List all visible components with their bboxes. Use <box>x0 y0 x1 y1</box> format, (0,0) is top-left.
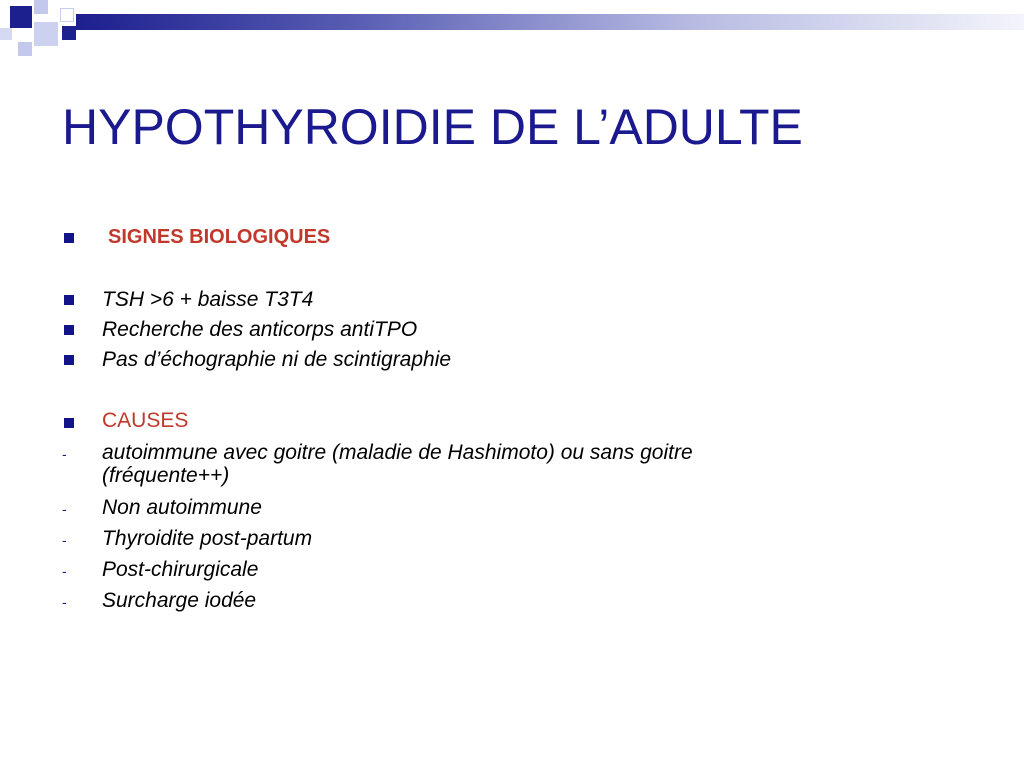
list-item: Non autoimmune <box>102 496 262 519</box>
dash-bullet-icon: - <box>62 446 67 462</box>
dash-bullet-icon: - <box>62 501 67 517</box>
square-bullet-icon <box>64 295 74 305</box>
square-bullet-icon <box>64 233 74 243</box>
dash-bullet-icon: - <box>62 563 67 579</box>
square-bullet-icon <box>64 418 74 428</box>
square-bullet-icon <box>64 325 74 335</box>
section-heading-causes: CAUSES <box>102 409 189 432</box>
list-item: Recherche des anticorps antiTPO <box>102 318 418 341</box>
list-item: Post-chirurgicale <box>102 558 259 581</box>
list-item: Surcharge iodée <box>102 589 257 612</box>
list-item: Thyroidite post-partum <box>102 527 313 550</box>
list-item: Pas d’échographie ni de scintigraphie <box>102 348 452 371</box>
square-bullet-icon <box>64 355 74 365</box>
dash-bullet-icon: - <box>62 532 67 548</box>
slide-title: HYPOTHYROIDIE DE L’ADULTE <box>62 99 803 155</box>
list-item-continuation: (fréquente++) <box>102 464 230 487</box>
list-item: autoimmune avec goitre (maladie de Hashimoto) ou sans goitre <box>102 441 693 464</box>
list-item: TSH >6 + baisse T3T4 <box>102 288 314 311</box>
section-heading-signes: SIGNES BIOLOGIQUES <box>108 226 331 248</box>
dash-bullet-icon: - <box>62 594 67 610</box>
